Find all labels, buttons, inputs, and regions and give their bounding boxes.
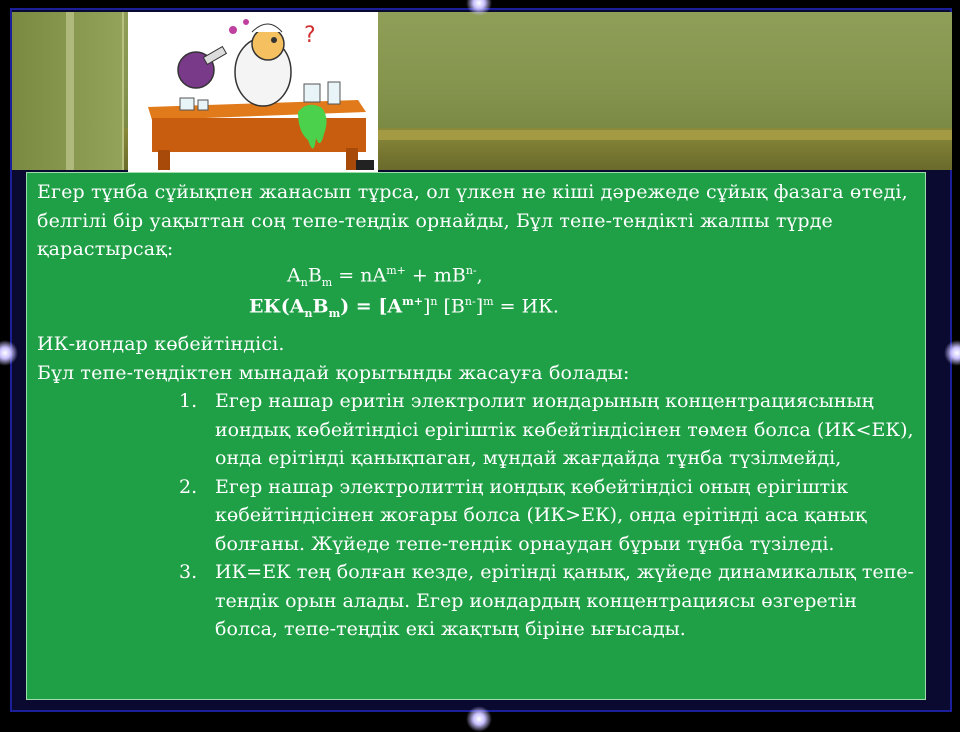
solubility-product-formula: $ЕК(A_nB_m) = [A^{m+}]^n$ $[B^{n-}]^m$ = ИК.: [249, 295, 559, 321]
scientist-lab-clipart-icon: [128, 12, 378, 172]
content-text-box: [26, 172, 926, 700]
sparkle-icon: [466, 706, 492, 732]
conclusion-list: [179, 387, 919, 644]
svg-text:?: ?: [304, 23, 316, 48]
ik-definition: ИК-иондар көбейтіндісі.: [37, 333, 285, 355]
scientist-lab-illustration: [128, 12, 378, 172]
conclusion-intro: Бұл тепе-теңдіктен мынадай қорытынды жасауға болады:: [37, 362, 630, 384]
left-column-highlight: [66, 12, 74, 170]
list-item: 1. Егер нашар еритін электролит иондарының концентрациясының иондық көбейтіндісі ерігіштік көбейтіндісінен төмен болса (ИК<ЕК), онда ерітінді қанықпаган, мұндай жағдайда тұнба түзілмейді,: [179, 390, 914, 469]
list-item: 2. Егер нашар электролиттің иондық көбейтіндісі оның ерігіштік көбейтіндісінен жоғары болса (ИК>ЕК), онда ерітінді аса қанық болғаны. Жүйеде тепе-тендік орнаудан бұрыи тұнба түзіледі.: [179, 475, 867, 555]
dissociation-formula: $A_nB_m = nA^{m+} + mB^{n-}$,: [287, 264, 483, 290]
intro-paragraph: Егер тұнба сұйықпен жанасып тұрса, ол үлкен не кіші дәрежеде сұйық фазага өтеді, белгілі бір уақыттан соң тепе-теңдік орнайды, Бұл тепе-тендікті жалпы түрде қарастырсақ:: [37, 181, 908, 260]
header-stripe: [360, 130, 952, 140]
list-item: 3. ИК=ЕК тең болған кезде, ерітінді қанық, жүйеде динамикалық тепе-тендік орын алады. Егер иондардың концентрациясы өзгеретін болса, тепе-теңдік екі жақтың біріне ығысады.: [179, 561, 914, 640]
